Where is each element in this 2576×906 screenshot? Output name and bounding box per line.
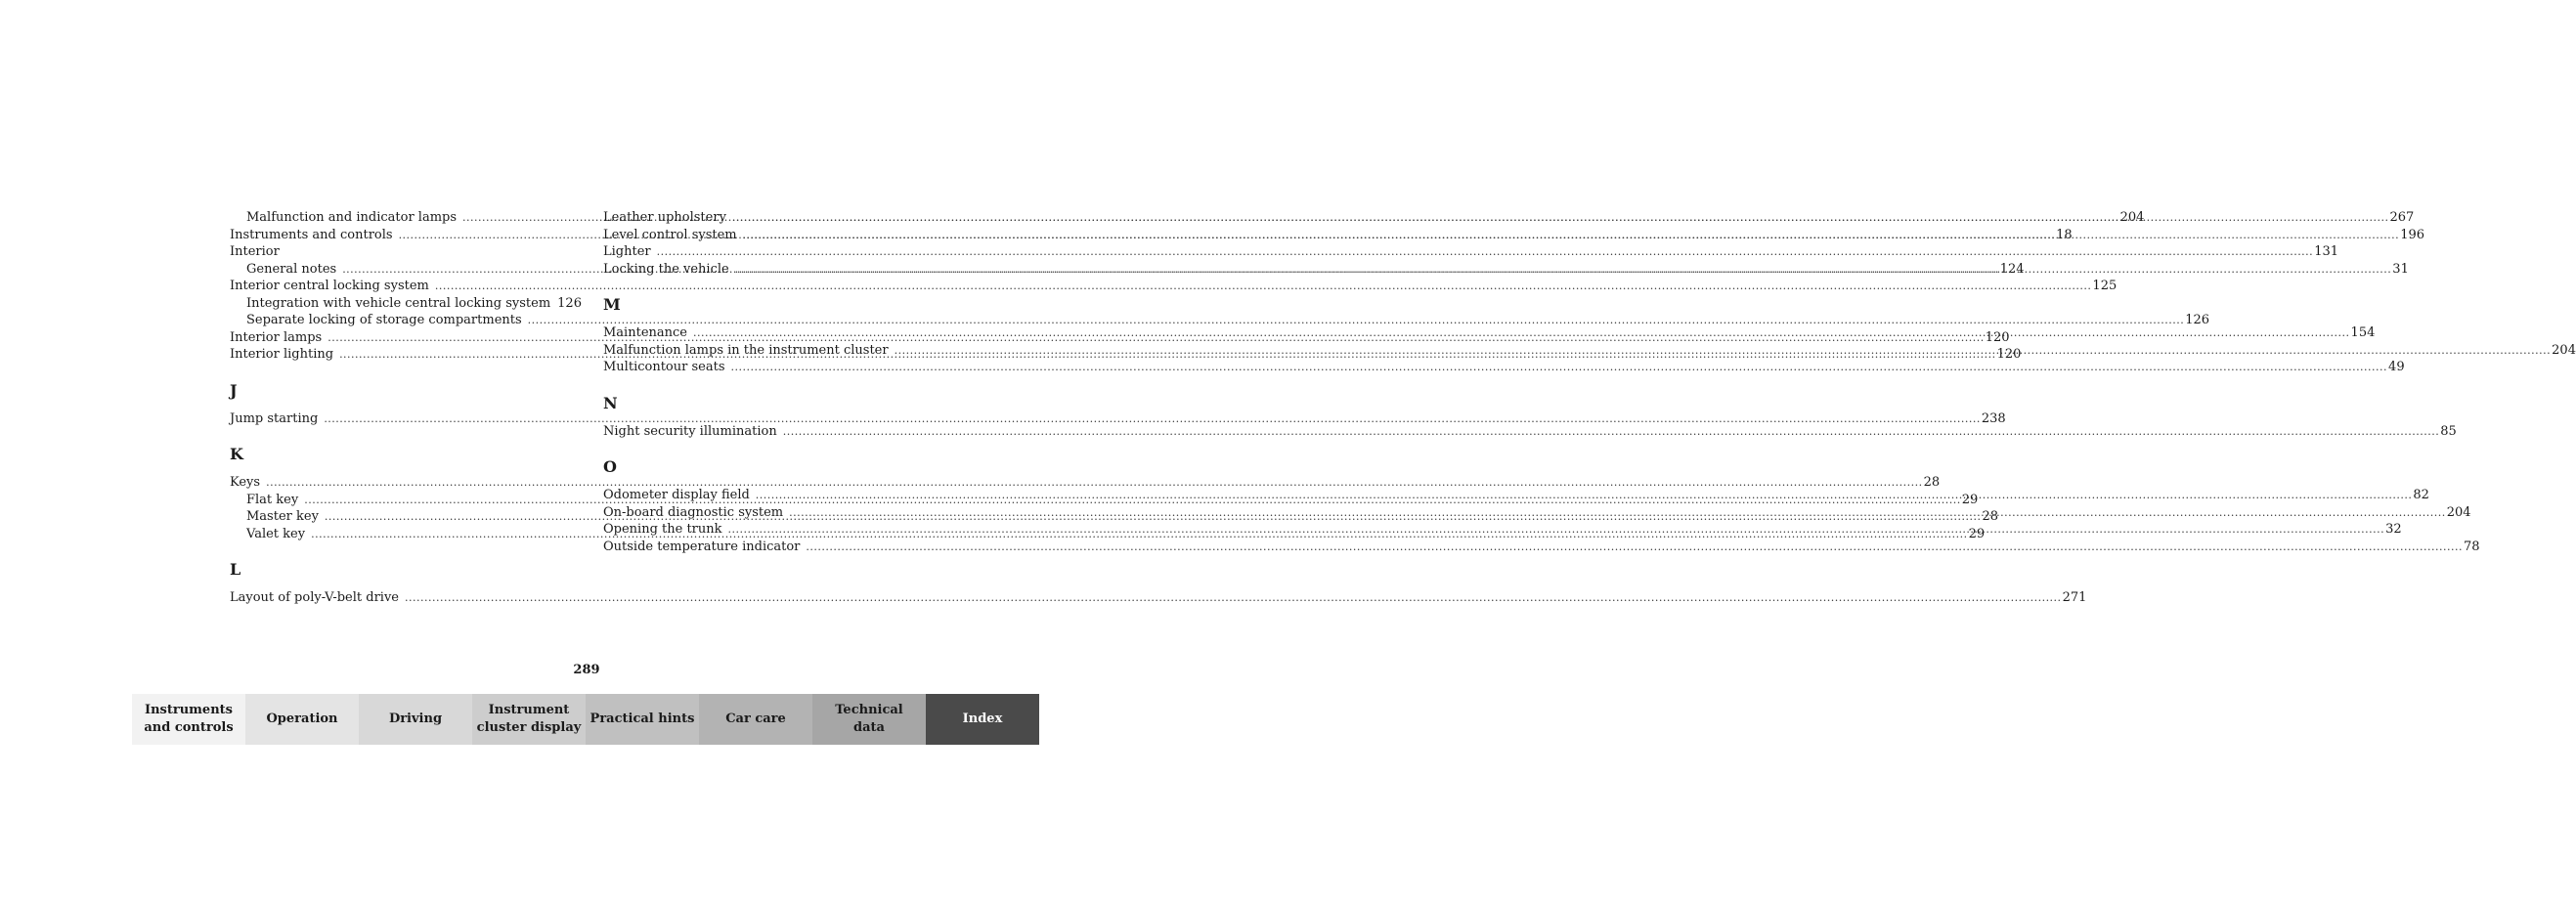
index-entry-page: 32 [2385,522,2402,537]
dot-leader [732,209,2389,227]
index-entry-label: Malfunction and indicator lamps [246,210,458,225]
index-letter-heading: J [230,380,238,400]
index-entry-page: 238 [1981,410,2006,426]
index-entry-label: Interior [230,244,280,259]
tab-label: Technical data [835,703,903,735]
index-entry[interactable] [603,359,2405,376]
index-entry[interactable] [230,278,2118,295]
dot-leader [735,261,2392,279]
dot-leader [756,487,2413,504]
index-entry-page: 85 [2440,423,2457,439]
tab-label: Instrument cluster display [476,703,582,735]
index-entry-page: 18 [2056,227,2073,242]
index-entry-label: General notes [246,261,337,277]
tab-practical-hints[interactable] [586,694,699,745]
index-entry-page: 124 [1999,261,2025,277]
index-entry-label: Interior lamps [230,329,323,345]
index-letter-heading: O [603,457,617,476]
dot-leader [783,423,2440,441]
dot-leader [693,324,2350,342]
index-entry-page: 120 [1996,347,2022,362]
index-entry-page: 204 [2119,210,2145,225]
index-entry-page: 82 [2413,488,2429,502]
index-entry-label: Malfunction lamps in the instrument cluster [603,342,889,358]
index-entry-page: 204 [2446,504,2471,520]
index-entry-label: Valet key [246,526,306,541]
tab-car-care[interactable] [699,694,812,745]
index-entry-page: 196 [2400,227,2425,242]
tab-instrument-cluster[interactable] [472,694,586,745]
index-entry-label: Instruments and controls [230,227,393,242]
page-number: 289 [573,663,600,677]
tab-label: Instruments and controls [144,703,234,735]
index-entry-page: 267 [2389,210,2415,225]
index-subentry[interactable] [230,295,582,313]
dot-leader [806,539,2463,556]
index-entry-label: Leather upholstery [603,210,726,225]
tab-operation[interactable] [245,694,359,745]
index-subentry[interactable] [230,312,2210,329]
dot-leader [789,504,2446,522]
index-entry-page: 125 [2092,279,2118,293]
index-entry[interactable] [230,243,566,261]
index-entry-page: 49 [2388,360,2405,374]
tab-label: Car care [725,712,786,726]
index-entry-label: Separate locking of storage compartments [246,313,522,327]
index-entry-page: 131 [2314,244,2339,259]
index-entry[interactable] [603,243,2339,261]
index-entry-label: Opening the trunk [603,522,722,537]
index-entry-label: Maintenance [603,325,687,340]
index-entry[interactable] [230,474,1941,492]
index-entry-page: 154 [2350,325,2376,340]
index-entry-label: Interior lighting [230,347,334,362]
index-entry-label: Lighter [603,244,651,259]
index-entry[interactable] [603,423,2457,441]
tab-label: Operation [266,712,338,726]
dot-leader [730,359,2387,376]
index-entry-page: 28 [1982,509,1999,524]
index-entry-label: Interior central locking system [230,279,429,293]
index-entry-label: Odometer display field [603,488,750,502]
tab-index[interactable] [926,694,1039,745]
index-entry-label: Level control system [603,227,737,242]
index-letter-heading: K [230,445,243,463]
tab-label: Driving [388,712,443,726]
dot-leader [895,342,2552,360]
index-entry-page: 29 [1968,526,1986,541]
index-entry-label: Outside temperature indicator [603,539,801,554]
index-entry-label: On-board diagnostic system [603,504,784,520]
section-tab-bar [132,694,1039,745]
index-entry-page: 204 [2552,342,2576,358]
index-letter-heading: L [230,560,241,579]
tab-driving[interactable] [359,694,472,745]
dot-leader [657,243,2314,261]
index-letter-heading: N [603,393,618,412]
index-entry-label: Night security illumination [603,423,777,439]
index-entry[interactable] [603,539,2480,556]
index-entry-page: 78 [2463,539,2480,554]
index-entry-page: 126 [557,295,582,311]
index-entry-label: Keys [230,475,261,490]
index-entry-label: Jump starting [230,410,319,426]
index-entry-label: Integration with vehicle central locking system [246,295,551,311]
index-entry-label: Master key [246,509,319,524]
index-entry-page: 29 [1961,492,1979,507]
tab-label: Index [962,712,1003,726]
index-entry-page: 126 [2185,313,2210,327]
tab-label: Practical hints [589,712,695,726]
index-entry-page: 120 [1985,329,2010,345]
dot-leader [405,589,2062,607]
index-entry-label: Flat key [246,492,299,507]
dot-leader [743,227,2400,244]
index-entry-label: Locking the vehicle [603,261,729,277]
index-entry[interactable] [230,589,2087,607]
index-letter-heading: M [603,295,621,314]
tab-technical-data[interactable] [812,694,926,745]
index-entry-page: 271 [2062,590,2087,605]
index-entry[interactable] [230,410,2006,428]
tab-instruments[interactable] [132,694,245,745]
index-entry-page: 28 [1923,475,1941,490]
index-entry-label: Multicontour seats [603,360,725,374]
index-entry-label: Layout of poly-V-belt drive [230,590,399,605]
dot-leader [728,521,2385,539]
index-entry-page: 31 [2392,261,2409,277]
